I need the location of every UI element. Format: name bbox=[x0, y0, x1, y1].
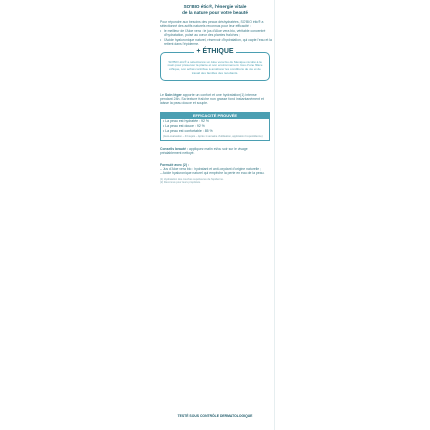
ethique-box bbox=[160, 47, 270, 81]
ethique-title-text: + ÉTHIQUE bbox=[196, 47, 234, 55]
bullet-text: l'Acide hyaluronique naturel, réservoir d'hydratation, qui capte l'eau et la retient dans l'épiderme. bbox=[164, 37, 272, 46]
soin-rest: apporte un confort et une hydratation(1) intense pendant 24h. Sa texture fraîche non grasse fond instantanément et laisse la peau douce et souple. bbox=[160, 92, 264, 105]
ethique-text: SO'BIO étic® a sélectionné un Aloe vera bio du Mexique récolté à la main pour préserver la plante et son environnement. Issu d'une filière éthique, son achat contribue à améliorer les conditions de vie et de travail des familles des récoltants. bbox=[167, 59, 263, 75]
bullet-item bbox=[160, 38, 274, 46]
formule-label: Formulé avec (2) : bbox=[160, 162, 190, 167]
dermatologically-tested-label: TESTÉ SOUS CONTRÔLE DERMATOLOGIQUE bbox=[177, 414, 253, 418]
conseils-text: appliquez matin et/ou soir sur le visage préalablement nettoyé. bbox=[160, 147, 248, 156]
soin-lead: Le bbox=[160, 92, 165, 97]
efficacite-row: • La peau est confortable : 85 % bbox=[163, 129, 213, 134]
footnotes bbox=[160, 178, 270, 184]
soin-description bbox=[160, 93, 270, 106]
bullet-mark: • bbox=[160, 37, 162, 42]
efficacite-box bbox=[160, 112, 270, 141]
headline-line-1: SO'BIO étic®, l'énergie vitale bbox=[183, 4, 247, 9]
formule-item: – Jus d'Aloe vera bio : hydratant et anti-oxydant d'origine naturelle ; bbox=[160, 166, 262, 171]
bullet-item bbox=[160, 29, 274, 37]
soin-name: Soin léger bbox=[164, 92, 182, 97]
efficacite-row: • La peau est hydratée : 92 % bbox=[163, 119, 209, 124]
efficacite-row: • La peau est douce : 92 % bbox=[163, 124, 205, 129]
headline-line-2: de la nature pour votre beauté bbox=[182, 9, 248, 15]
ingredient-bullets bbox=[160, 29, 274, 45]
efficacite-note: (Auto-évaluation – 43 sujets – Après 1 semaine d'utilisation, application bi-quotidienne) bbox=[163, 135, 263, 139]
conseils-label: Conseils beauté : bbox=[160, 147, 189, 152]
ethique-title bbox=[161, 48, 269, 56]
bullet-mark: • bbox=[160, 29, 162, 34]
formule-item: – Acide hyaluronique naturel qui empêche la perte en eau de la peau. bbox=[160, 170, 265, 175]
efficacite-title: EFFICACITÉ PROUVÉE bbox=[161, 113, 269, 119]
formule-section bbox=[160, 163, 270, 175]
footnote: (1) Hydratation des couches supérieures de l'épiderme. bbox=[160, 177, 224, 181]
product-text-panel bbox=[156, 0, 274, 430]
bullet-text: le meilleur de l'Aloe vera : le jus d'Aloe vera bio, véritable concentré d'hydratation, puisé au cœur des plantes fraîches ; bbox=[164, 29, 266, 38]
headline bbox=[156, 4, 274, 15]
intro-text: Pour répondre aux besoins des peaux déshydratées, SO'BIO étic® a sélectionné des actifs naturels reconnus pour leur efficacité : bbox=[160, 20, 264, 29]
footnote: (2) Reconnus pour leurs propriétés. bbox=[160, 181, 201, 185]
conseils-beaute bbox=[160, 147, 270, 155]
panel-edge-divider bbox=[274, 0, 275, 430]
